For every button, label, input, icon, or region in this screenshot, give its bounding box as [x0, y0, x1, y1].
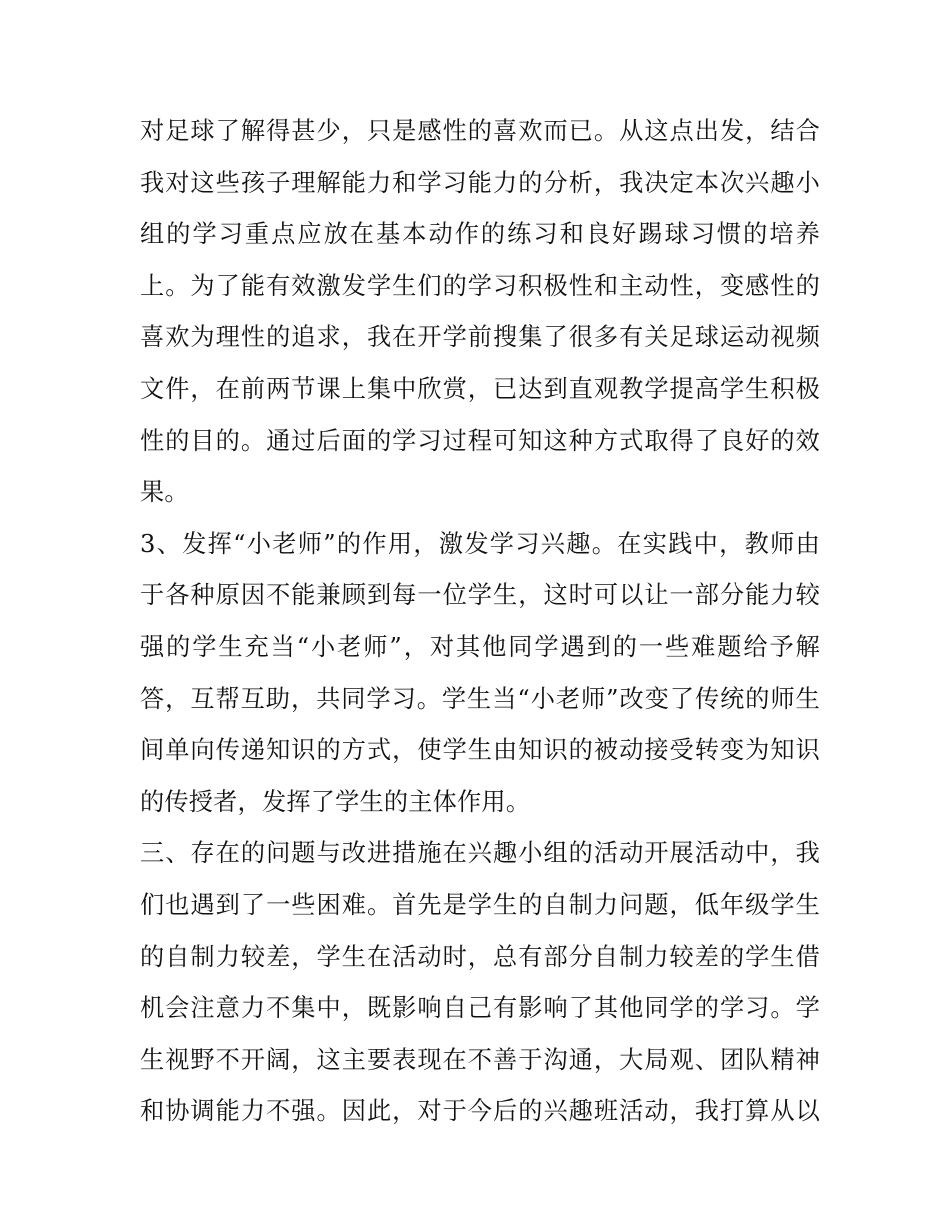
text-line: 和协调能力不强。因此，对于今后的兴趣班活动，我打算从以: [140, 1097, 820, 1126]
body-text: [140, 106, 820, 1138]
text-line: 的自制力较差，学生在活动时，总有部分自制力较差的学生借: [140, 942, 820, 971]
text-line: 果。: [140, 478, 189, 507]
text-line: 对足球了解得甚少，只是感性的喜欢而已。从这点出发，结合: [140, 117, 820, 145]
text-line: 间单向传递知识的方式，使学生由知识的被动接受转变为知识: [140, 736, 820, 765]
text-line: 们也遇到了一些困难。首先是学生的自制力问题，低年级学生: [140, 890, 820, 919]
text-line: 于各种原因不能兼顾到每一位学生，这时可以让一部分能力较: [140, 581, 820, 610]
text-line: 上。为了能有效激发学生们的学习积极性和主动性，变感性的: [140, 271, 820, 300]
text-line: 机会注意力不集中，既影响自己有影响了其他同学的学习。学: [140, 994, 820, 1023]
text-line: 喜欢为理性的追求，我在开学前搜集了很多有关足球运动视频: [140, 323, 820, 352]
text-line: 答，互帮互助，共同学习。学生当“小老师”改变了传统的师生: [140, 684, 820, 713]
text-line: 生视野不开阔，这主要表现在不善于沟通，大局观、团队精神: [140, 1045, 820, 1074]
text-line: 3、发挥“小老师”的作用，激发学习兴趣。在实践中，教师由: [140, 529, 820, 558]
text-line: 三、存在的问题与改进措施在兴趣小组的活动开展活动中，我: [140, 839, 820, 868]
text-line: 组的学习重点应放在基本动作的练习和良好踢球习惯的培养: [140, 220, 820, 249]
text-line: 的传授者，发挥了学生的主体作用。: [140, 787, 531, 816]
text-line: 性的目的。通过后面的学习过程可知这种方式取得了良好的效: [140, 426, 820, 455]
text-line: 我对这些孩子理解能力和学习能力的分析，我决定本次兴趣小: [140, 168, 820, 197]
text-line: 文件，在前两节课上集中欣赏，已达到直观教学提高学生积极: [140, 374, 820, 403]
text-line: 强的学生充当“小老师”，对其他同学遇到的一些难题给予解: [140, 632, 820, 661]
